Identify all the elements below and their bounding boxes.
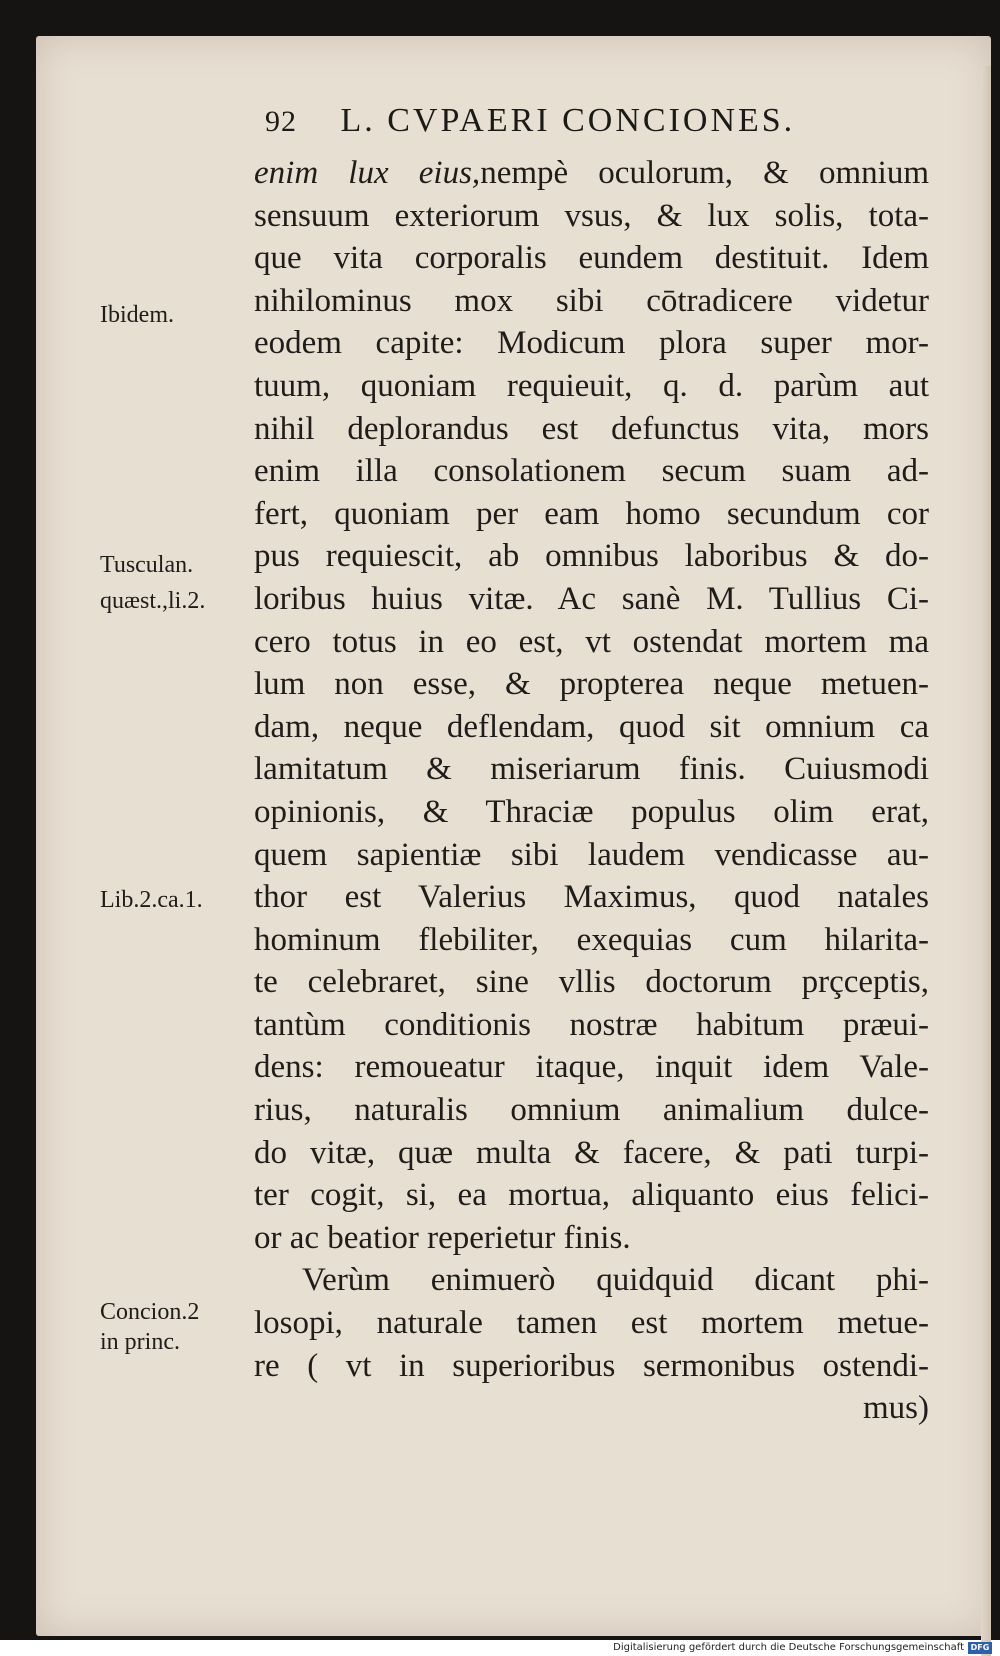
text-line: lum non esse, & propterea neque metuen-	[254, 666, 929, 703]
text-line	[254, 152, 929, 195]
text-line: sensuum exteriorum vsus, & lux solis, tota-	[254, 197, 929, 234]
text-line: rius, naturalis omnium animalium dulce-	[254, 1092, 929, 1129]
text-line-content: nempè oculorum, & omnium	[480, 155, 930, 191]
page-number: 92	[265, 105, 297, 138]
margin-note-in-princ: in princ.	[100, 1329, 180, 1355]
text-line: tantùm conditionis nostræ habitum præui-	[254, 1006, 929, 1043]
text-line: dam, neque deflendam, quod sit omnium ca	[254, 708, 929, 745]
text-line: loribus huius vitæ. Ac sanè M. Tullius Ci-	[254, 580, 929, 617]
margin-note-concion: Concion.2	[100, 1299, 200, 1325]
text-line: eodem capite: Modicum plora super mor-	[254, 325, 929, 362]
margin-note-quaest: quæst.,li.2.	[100, 588, 206, 614]
margin-note-tusculan: Tusculan.	[100, 552, 194, 578]
text-line: fert, quoniam per eam homo secundum cor	[254, 495, 929, 532]
text-line: hominum flebiliter, exequias cum hilarita-	[254, 921, 929, 958]
text-line: pus requiescit, ab omnibus laboribus & do-	[254, 538, 929, 575]
text-line: nihil deplorandus est defunctus vita, mors	[254, 410, 929, 447]
digitization-credit	[613, 1640, 992, 1655]
text-line: Verùm enimuerò quidquid dicant phi-	[302, 1262, 929, 1299]
text-line: enim illa consolationem secum suam ad-	[254, 453, 929, 490]
text-line: or ac beatior reperietur finis.	[254, 1219, 631, 1256]
body-text	[254, 152, 929, 1430]
dfg-logo-icon: DFG	[968, 1642, 992, 1654]
text-line: quem sapientiæ sibi laudem vendicasse au-	[254, 836, 929, 873]
text-line: dens: remoueatur itaque, inquit idem Vale-	[254, 1049, 929, 1086]
italic-lead: enim lux eius,	[254, 155, 481, 191]
text-line: re ( vt in superioribus sermonibus ostendi-	[254, 1347, 929, 1384]
text-line: cero totus in eo est, vt ostendat mortem ma	[254, 623, 929, 660]
running-head	[265, 102, 865, 150]
text-line: thor est Valerius Maximus, quod natales	[254, 879, 929, 916]
text-line: lamitatum & miseriarum finis. Cuiusmodi	[254, 751, 929, 788]
margin-note-lib: Lib.2.ca.1.	[100, 887, 203, 913]
text-line: nihilominus mox sibi cōtradicere videtur	[254, 282, 929, 319]
text-line: ter cogit, si, ea mortua, aliquanto eius felici-	[254, 1177, 929, 1214]
page-edge	[981, 66, 991, 1656]
text-line: do vitæ, quæ multa & facere, & pati turpi-	[254, 1134, 929, 1171]
margin-note-ibidem: Ibidem.	[100, 302, 174, 328]
text-line: losopi, naturale tamen est mortem metue-	[254, 1305, 929, 1342]
text-line: opinionis, & Thraciæ populus olim erat,	[254, 793, 929, 830]
text-line: mus)	[863, 1390, 929, 1427]
credit-text: Digitalisierung gefördert durch die Deutsche Forschungsgemeinschaft	[613, 1642, 964, 1653]
running-title: L. CVPAERI CONCIONES.	[340, 102, 796, 139]
text-line: te celebraret, sine vllis doctorum prçceptis,	[254, 964, 929, 1001]
text-line: tuum, quoniam requieuit, q. d. parùm aut	[254, 367, 929, 404]
text-line: que vita corporalis eundem destituit. Idem	[254, 240, 929, 277]
